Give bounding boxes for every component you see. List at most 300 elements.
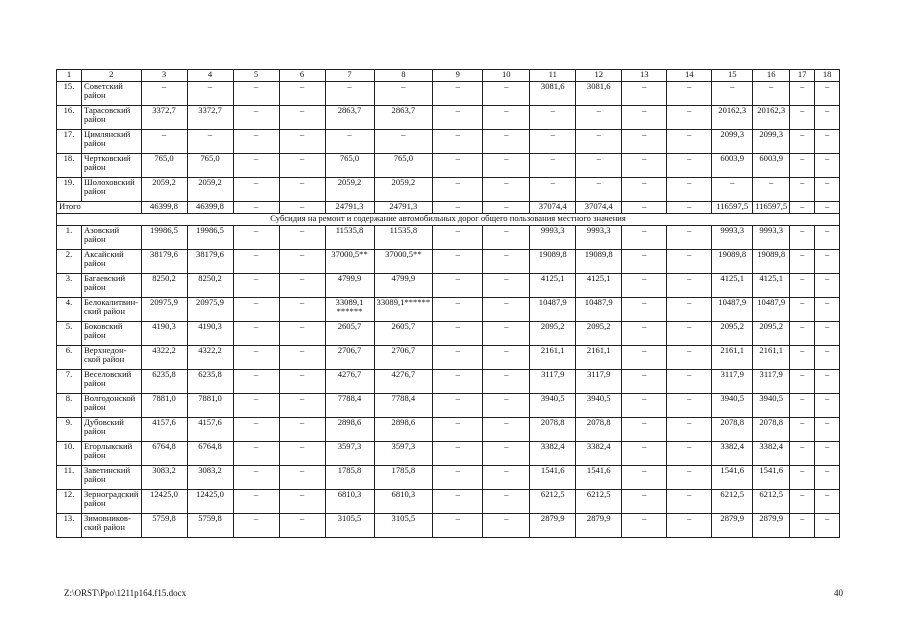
table-cell: – — [433, 250, 483, 274]
column-header: 6 — [279, 70, 325, 82]
table-cell: – — [279, 346, 325, 370]
table-cell: – — [141, 130, 187, 154]
table-cell: – — [622, 178, 667, 202]
table-cell: 4157,6 — [187, 418, 233, 442]
table-cell: 6764,8 — [187, 442, 233, 466]
table-cell: – — [279, 274, 325, 298]
table-cell: 1541,6 — [712, 466, 753, 490]
district-name: Зерноградский район — [82, 490, 142, 514]
table-cell: – — [667, 202, 712, 214]
table-cell: 33089,1****** — [374, 298, 433, 322]
table-cell: – — [279, 322, 325, 346]
row-number: 9. — [57, 418, 82, 442]
table-cell: – — [815, 490, 840, 514]
table-cell: 3597,3 — [374, 442, 433, 466]
district-name: Белокалитвин-ский район — [82, 298, 142, 322]
table-cell: – — [483, 202, 530, 214]
table-cell: 116597,5 — [712, 202, 753, 214]
table-cell: – — [790, 418, 815, 442]
column-header: 14 — [667, 70, 712, 82]
table-cell: – — [753, 82, 790, 106]
table-cell: – — [433, 346, 483, 370]
table-cell: 2879,9 — [530, 514, 576, 538]
table-cell: 6212,5 — [753, 490, 790, 514]
table-cell: – — [622, 298, 667, 322]
table-cell: – — [576, 154, 622, 178]
table-cell: – — [667, 82, 712, 106]
table-cell: – — [815, 274, 840, 298]
table-cell: – — [815, 130, 840, 154]
table-cell: 37074,4 — [530, 202, 576, 214]
table-cell: – — [667, 490, 712, 514]
district-name: Чертковский район — [82, 154, 142, 178]
table-cell: – — [483, 394, 530, 418]
table-cell: – — [433, 370, 483, 394]
table-cell: – — [622, 274, 667, 298]
table-cell: 19089,8 — [753, 250, 790, 274]
table-row — [57, 370, 840, 394]
column-header: 1 — [57, 70, 82, 82]
table-cell: – — [433, 322, 483, 346]
table-cell: 7881,0 — [187, 394, 233, 418]
row-number: 15. — [57, 82, 82, 106]
table-cell: – — [622, 226, 667, 250]
table-cell: 20975,9 — [187, 298, 233, 322]
table-cell: – — [622, 490, 667, 514]
table-cell: 2059,2 — [141, 178, 187, 202]
table-cell: – — [622, 466, 667, 490]
table-cell: – — [483, 82, 530, 106]
footer-file-path: Z:\ORST\Ppo\1211p164.f15.docx — [64, 588, 187, 598]
table-cell: – — [233, 322, 279, 346]
row-number: 12. — [57, 490, 82, 514]
table-cell: – — [433, 202, 483, 214]
table-cell: 2161,1 — [753, 346, 790, 370]
row-number: 3. — [57, 274, 82, 298]
header-row — [57, 70, 840, 82]
table-cell: – — [667, 226, 712, 250]
table-cell: 38179,6 — [187, 250, 233, 274]
table-cell: – — [233, 370, 279, 394]
table-cell: – — [530, 154, 576, 178]
row-number: 10. — [57, 442, 82, 466]
table-cell: 3382,4 — [576, 442, 622, 466]
table-cell: – — [622, 250, 667, 274]
table-cell: – — [374, 130, 433, 154]
district-name: Цимлянский район — [82, 130, 142, 154]
table-cell: – — [622, 82, 667, 106]
table-cell: – — [433, 466, 483, 490]
table-cell: 2095,2 — [753, 322, 790, 346]
table-cell: 2078,8 — [712, 418, 753, 442]
table-cell: 6003,9 — [712, 154, 753, 178]
column-header: 5 — [233, 70, 279, 82]
district-name: Багаевский район — [82, 274, 142, 298]
table-cell: 46399,8 — [187, 202, 233, 214]
table-cell: – — [622, 442, 667, 466]
district-name: Шолоховский район — [82, 178, 142, 202]
table-cell: – — [790, 466, 815, 490]
row-number: 19. — [57, 178, 82, 202]
table-cell: – — [815, 370, 840, 394]
table-cell: 4190,3 — [141, 322, 187, 346]
table-cell: – — [815, 178, 840, 202]
table-cell: 2059,2 — [374, 178, 433, 202]
table-cell: 9993,3 — [530, 226, 576, 250]
table-cell: 2898,6 — [374, 418, 433, 442]
row-number: 16. — [57, 106, 82, 130]
table-cell: 2161,1 — [530, 346, 576, 370]
table-cell: – — [483, 250, 530, 274]
table-cell: – — [622, 154, 667, 178]
table-cell: – — [483, 490, 530, 514]
table-cell: 3117,9 — [576, 370, 622, 394]
table-cell: – — [815, 322, 840, 346]
table-cell: 1541,6 — [753, 466, 790, 490]
table-cell: – — [815, 346, 840, 370]
table-cell: 2059,2 — [187, 178, 233, 202]
table-cell: 1785,8 — [374, 466, 433, 490]
table-cell: 3597,3 — [325, 442, 374, 466]
table-cell: – — [233, 82, 279, 106]
table-cell: 37074,4 — [576, 202, 622, 214]
table-cell: – — [279, 130, 325, 154]
district-name: Боковский район — [82, 322, 142, 346]
table-cell: – — [483, 466, 530, 490]
table-cell: 20975,9 — [141, 298, 187, 322]
table-cell: – — [483, 370, 530, 394]
table-cell: – — [279, 106, 325, 130]
table-cell: – — [279, 202, 325, 214]
table-cell: – — [483, 322, 530, 346]
table-cell: – — [433, 82, 483, 106]
table-cell: 6810,3 — [325, 490, 374, 514]
district-name: Азовский район — [82, 226, 142, 250]
table-row — [57, 322, 840, 346]
table-cell: 6235,8 — [187, 370, 233, 394]
table-cell: – — [483, 514, 530, 538]
table-cell: – — [530, 178, 576, 202]
table-cell: – — [815, 226, 840, 250]
table-cell: 2099,3 — [753, 130, 790, 154]
table-cell: 4276,7 — [325, 370, 374, 394]
table-cell: – — [790, 298, 815, 322]
column-header: 11 — [530, 70, 576, 82]
table-cell: – — [790, 394, 815, 418]
column-header: 10 — [483, 70, 530, 82]
table-cell: – — [815, 154, 840, 178]
table-cell: – — [141, 82, 187, 106]
table-cell: – — [576, 106, 622, 130]
column-header: 7 — [325, 70, 374, 82]
table-cell: 6212,5 — [576, 490, 622, 514]
table-cell: 765,0 — [187, 154, 233, 178]
table-cell: – — [712, 178, 753, 202]
table-cell: – — [790, 202, 815, 214]
table-cell: – — [233, 346, 279, 370]
table-cell: 1541,6 — [530, 466, 576, 490]
table-cell: 7788,4 — [325, 394, 374, 418]
column-header: 2 — [82, 70, 142, 82]
table-cell: – — [576, 178, 622, 202]
table-cell: 6810,3 — [374, 490, 433, 514]
column-header: 3 — [141, 70, 187, 82]
table-cell: 37000,5** — [374, 250, 433, 274]
district-name: Зимовников-ский район — [82, 514, 142, 538]
table-cell: 3083,2 — [187, 466, 233, 490]
table-row — [57, 418, 840, 442]
table-cell: – — [483, 178, 530, 202]
table-cell: 2879,9 — [712, 514, 753, 538]
table-cell: – — [815, 514, 840, 538]
table-cell: 765,0 — [325, 154, 374, 178]
table-cell: 38179,6 — [141, 250, 187, 274]
table-cell: – — [279, 466, 325, 490]
table-cell: – — [790, 514, 815, 538]
table-cell: 8250,2 — [141, 274, 187, 298]
table-cell: 3081,6 — [530, 82, 576, 106]
table-cell: – — [667, 466, 712, 490]
table-cell: 2059,2 — [325, 178, 374, 202]
table-cell: 4322,2 — [141, 346, 187, 370]
table-cell: – — [667, 514, 712, 538]
table-row — [57, 130, 840, 154]
table-cell: 19089,8 — [712, 250, 753, 274]
table-cell: 3117,9 — [530, 370, 576, 394]
table-cell: 3940,5 — [753, 394, 790, 418]
table-cell: 2078,8 — [576, 418, 622, 442]
table-cell: – — [622, 514, 667, 538]
table-cell: – — [815, 442, 840, 466]
district-name: Верхнедон-ской район — [82, 346, 142, 370]
table-cell: 3940,5 — [712, 394, 753, 418]
table-cell: – — [279, 178, 325, 202]
table-cell: 3940,5 — [530, 394, 576, 418]
table-cell: 2099,3 — [712, 130, 753, 154]
row-number: 18. — [57, 154, 82, 178]
table-cell: – — [433, 298, 483, 322]
table-cell: – — [374, 82, 433, 106]
table-body — [57, 70, 840, 538]
table-row — [57, 466, 840, 490]
table-row — [57, 106, 840, 130]
table-cell: – — [433, 490, 483, 514]
table-cell: – — [325, 82, 374, 106]
table-cell: – — [622, 202, 667, 214]
table-cell: – — [667, 322, 712, 346]
table-row — [57, 274, 840, 298]
table-cell: – — [667, 178, 712, 202]
table-cell: 10487,9 — [530, 298, 576, 322]
table-cell: 2898,6 — [325, 418, 374, 442]
table-cell: 2161,1 — [712, 346, 753, 370]
table-cell: – — [233, 226, 279, 250]
table-cell: 4125,1 — [530, 274, 576, 298]
table-cell: – — [815, 82, 840, 106]
table-cell: – — [790, 322, 815, 346]
table-cell: – — [279, 226, 325, 250]
table-cell: – — [483, 130, 530, 154]
column-header: 18 — [815, 70, 840, 82]
table-cell: – — [433, 418, 483, 442]
row-number: 5. — [57, 322, 82, 346]
table-cell: – — [790, 154, 815, 178]
table-cell: 4157,6 — [141, 418, 187, 442]
table-cell: 6235,8 — [141, 370, 187, 394]
table-cell: – — [483, 154, 530, 178]
page-number: 40 — [834, 588, 843, 598]
total-row — [57, 202, 840, 214]
table-row — [57, 442, 840, 466]
table-cell: – — [433, 274, 483, 298]
table-cell: – — [753, 178, 790, 202]
table-cell: – — [815, 298, 840, 322]
table-cell: 4190,3 — [187, 322, 233, 346]
table-cell: 19089,8 — [576, 250, 622, 274]
district-name: Егорлыкский район — [82, 442, 142, 466]
table-cell: 765,0 — [374, 154, 433, 178]
district-name: Дубовский район — [82, 418, 142, 442]
district-name: Советский район — [82, 82, 142, 106]
table-cell: – — [622, 394, 667, 418]
table-cell: 2078,8 — [530, 418, 576, 442]
table-cell: – — [790, 106, 815, 130]
column-header: 12 — [576, 70, 622, 82]
table-cell: 10487,9 — [753, 298, 790, 322]
table-cell: – — [483, 346, 530, 370]
table-cell: – — [279, 298, 325, 322]
table-cell: 4125,1 — [753, 274, 790, 298]
table-cell: 116597,5 — [753, 202, 790, 214]
table-row — [57, 298, 840, 322]
table-cell: – — [667, 346, 712, 370]
table-cell: – — [233, 466, 279, 490]
table-cell: – — [233, 154, 279, 178]
table-cell: – — [667, 154, 712, 178]
table-cell: 6764,8 — [141, 442, 187, 466]
table-cell: 2095,2 — [530, 322, 576, 346]
table-cell: – — [622, 130, 667, 154]
table-cell: – — [233, 202, 279, 214]
table-cell: – — [622, 346, 667, 370]
table-cell: – — [279, 154, 325, 178]
table-cell: – — [433, 226, 483, 250]
table-cell: – — [279, 418, 325, 442]
table-cell: – — [433, 130, 483, 154]
column-header: 15 — [712, 70, 753, 82]
table-cell: – — [576, 130, 622, 154]
table-cell: – — [790, 226, 815, 250]
table-cell: – — [667, 274, 712, 298]
table-cell: 5759,8 — [187, 514, 233, 538]
table-cell: 7788,4 — [374, 394, 433, 418]
table-cell: 3382,4 — [753, 442, 790, 466]
table-cell: – — [667, 130, 712, 154]
table-cell: 4799,9 — [325, 274, 374, 298]
table-cell: – — [233, 298, 279, 322]
table-cell: 10487,9 — [576, 298, 622, 322]
table-cell: 3081,6 — [576, 82, 622, 106]
table-cell: 2161,1 — [576, 346, 622, 370]
table-cell: – — [433, 442, 483, 466]
section-title: Субсидия на ремонт и содержание автомобильных дорог общего пользования местного значения — [57, 214, 840, 226]
table-cell: 24791,3 — [374, 202, 433, 214]
section-row — [57, 214, 840, 226]
table-cell: 12425,0 — [141, 490, 187, 514]
table-cell: – — [279, 250, 325, 274]
table-cell: – — [187, 130, 233, 154]
district-name: Заветинский район — [82, 466, 142, 490]
table-cell: – — [530, 130, 576, 154]
table-cell: 1785,8 — [325, 466, 374, 490]
table-cell: – — [667, 418, 712, 442]
table-cell: – — [815, 250, 840, 274]
district-name: Волгодонской район — [82, 394, 142, 418]
table-cell: 4276,7 — [374, 370, 433, 394]
column-header: 8 — [374, 70, 433, 82]
table-cell: – — [279, 490, 325, 514]
table-cell: – — [815, 394, 840, 418]
table-cell: – — [815, 418, 840, 442]
table-cell: – — [622, 418, 667, 442]
table-row — [57, 490, 840, 514]
table-cell: 19986,5 — [187, 226, 233, 250]
table-cell: – — [233, 178, 279, 202]
table-cell: – — [790, 346, 815, 370]
table-row — [57, 394, 840, 418]
table-cell: 2863,7 — [325, 106, 374, 130]
district-name: Аксайский район — [82, 250, 142, 274]
table-cell: 8250,2 — [187, 274, 233, 298]
table-cell: – — [790, 250, 815, 274]
total-label: Итого — [57, 202, 142, 214]
table-cell: 3940,5 — [576, 394, 622, 418]
table-cell: 3382,4 — [530, 442, 576, 466]
table-cell: – — [233, 250, 279, 274]
table-cell: – — [790, 370, 815, 394]
table-cell: – — [187, 82, 233, 106]
table-cell: – — [279, 82, 325, 106]
table-cell: 11535,8 — [374, 226, 433, 250]
table-cell: 3105,5 — [374, 514, 433, 538]
table-cell: – — [790, 274, 815, 298]
table-cell: 6003,9 — [753, 154, 790, 178]
row-number: 17. — [57, 130, 82, 154]
table-cell: 2095,2 — [712, 322, 753, 346]
table-row — [57, 178, 840, 202]
table-cell: 20162,3 — [712, 106, 753, 130]
table-cell: – — [483, 298, 530, 322]
table-cell: – — [622, 370, 667, 394]
table-cell: 3382,4 — [712, 442, 753, 466]
table-cell: – — [433, 514, 483, 538]
table-cell: 19986,5 — [141, 226, 187, 250]
table-cell: 3372,7 — [187, 106, 233, 130]
table-row — [57, 514, 840, 538]
table-cell: 37000,5** — [325, 250, 374, 274]
table-cell: – — [233, 274, 279, 298]
table-cell: 2605,7 — [374, 322, 433, 346]
table-cell: 20162,3 — [753, 106, 790, 130]
table-cell: 46399,8 — [141, 202, 187, 214]
table-cell: – — [667, 106, 712, 130]
table-cell: 10487,9 — [712, 298, 753, 322]
table-cell: – — [667, 394, 712, 418]
table-cell: – — [433, 154, 483, 178]
table-cell: – — [279, 394, 325, 418]
table-cell: – — [790, 82, 815, 106]
table-cell: – — [790, 442, 815, 466]
